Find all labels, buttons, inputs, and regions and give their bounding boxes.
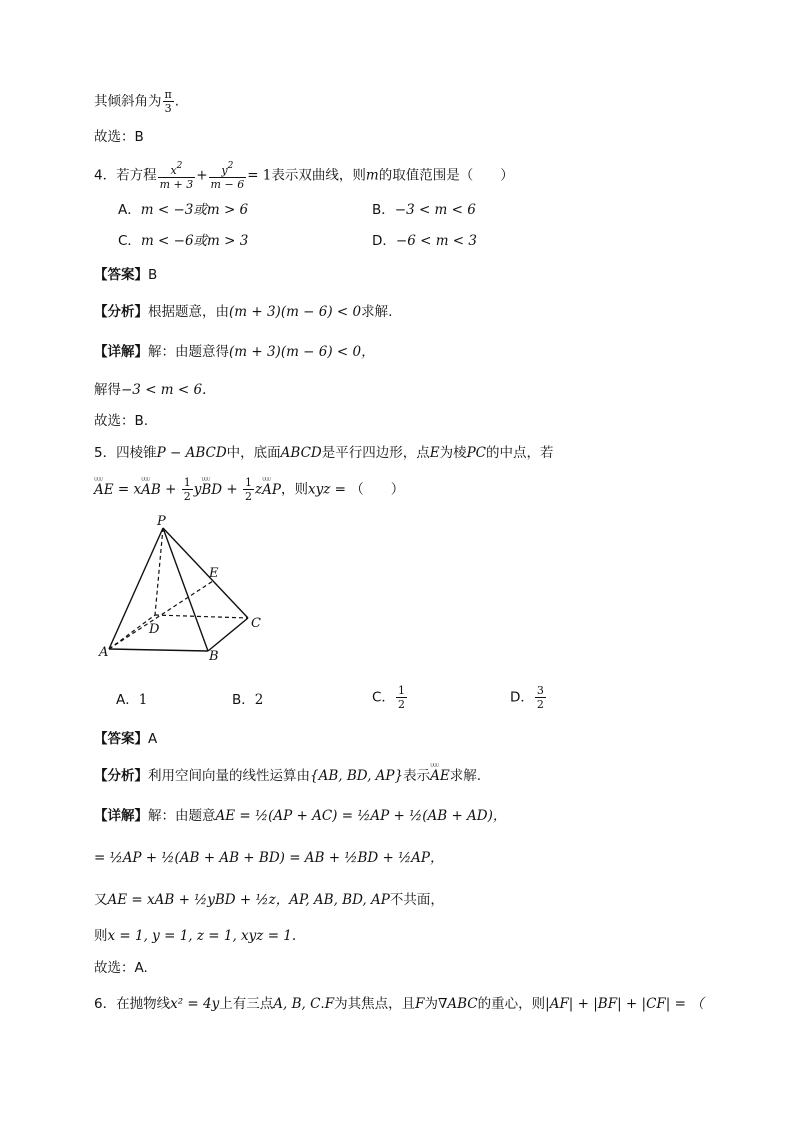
- q4-detail: 【详解】解：由题意得(m + 3)(m − 6) < 0，: [94, 344, 375, 360]
- q5-half-1: $\frac{1}{2}$: [183, 476, 191, 503]
- pyramid-figure: [95, 512, 275, 662]
- q4-frac2: $\frac{y^2}{m - 6}$: [210, 161, 245, 191]
- q4-stem: 4．若方程 $\frac{x^2}{m + 3}$ + $\frac{y^2}{m - 6}$ = 1表示双曲线，则m的取值范围是（ ）: [94, 161, 514, 191]
- q4-choice: 故选：B.: [94, 413, 149, 429]
- q4-option-c[interactable]: C．m < −6或m > 3: [118, 233, 249, 249]
- q5-analysis: 【分析】利用空间向量的线性运算由{AB, BD, AP}表示ᵁᵁᵁ AE求解.: [94, 766, 481, 786]
- edge-pb: [163, 528, 208, 651]
- q5-half-2: $\frac{1}{2}$: [245, 476, 252, 503]
- q5-option-d[interactable]: D． $\frac{3}{2}$: [510, 684, 544, 711]
- q5-stem-line2: ᵁᵁᵁ AE = xᵁᵁᵁ AB + $\frac{1}{2}$ yᵁᵁᵁ BD + $\frac{1}{2}$ zᵁᵁᵁ AP，则xyz = （ ）: [94, 476, 404, 503]
- angle-fraction: $\frac{\pi}{3}$: [164, 88, 172, 115]
- q3-slope-line: 其倾斜角为 $\frac{\pi}{3}$ .: [94, 88, 180, 115]
- label-b: B: [209, 649, 219, 662]
- edge-dc: [155, 615, 248, 618]
- q4-analysis: 【分析】根据题意，由(m + 3)(m − 6) < 0求解.: [94, 304, 393, 320]
- q5-choice: 故选：A.: [94, 960, 148, 976]
- q4-answer: 【答案】B: [94, 267, 158, 283]
- q5-result: 则x = 1, y = 1, z = 1, xyz = 1.: [94, 928, 297, 944]
- q4-option-a[interactable]: A．m < −3或m > 6: [118, 202, 249, 218]
- q5-option-a[interactable]: A．1: [116, 692, 148, 708]
- edge-pd: [155, 528, 163, 615]
- q5-detail-3: 又AE = xAB + ½yBD + ½z，AP, AB, BD, AP不共面，: [94, 892, 444, 908]
- q6-stem: 6．在抛物线x² = 4y上有三点A, B, C.F为其焦点，且F为∇ABC的重心，则|AF| + |BF| + |CF| = （: [94, 996, 704, 1012]
- q5-detail-1: 【详解】解：由题意AE = ½(AP + AC) = ½AP + ½(AB + AD)，: [94, 808, 507, 824]
- q5-option-b[interactable]: B．2: [232, 692, 264, 708]
- q5-stem-line1: 5．四棱锥P − ABCD中，底面ABCD是平行四边形，点E为棱PC的中点，若: [94, 445, 554, 461]
- label-d: D: [149, 622, 160, 637]
- q4-option-b[interactable]: B．−3 < m < 6: [372, 202, 476, 218]
- label-a: A: [99, 645, 109, 660]
- label-c: C: [251, 616, 261, 631]
- q5-detail-2: = ½AP + ½(AB + AB + BD) = AB + ½BD + ½AP，: [94, 850, 444, 866]
- q3-choice: 故选：B: [94, 129, 144, 145]
- q4-frac1: $\frac{x^2}{m + 3}$: [159, 161, 194, 191]
- q5-answer: 【答案】A: [94, 731, 158, 747]
- q4-option-d[interactable]: D．−6 < m < 3: [372, 233, 477, 249]
- label-p: P: [157, 514, 166, 529]
- q5-option-c[interactable]: C． $\frac{1}{2}$: [372, 684, 405, 711]
- edge-ab: [109, 649, 208, 651]
- label-e: E: [209, 566, 219, 581]
- edge-pc: [163, 528, 248, 618]
- q4-solve: 解得−3 < m < 6.: [94, 382, 207, 398]
- edge-bc: [208, 618, 248, 651]
